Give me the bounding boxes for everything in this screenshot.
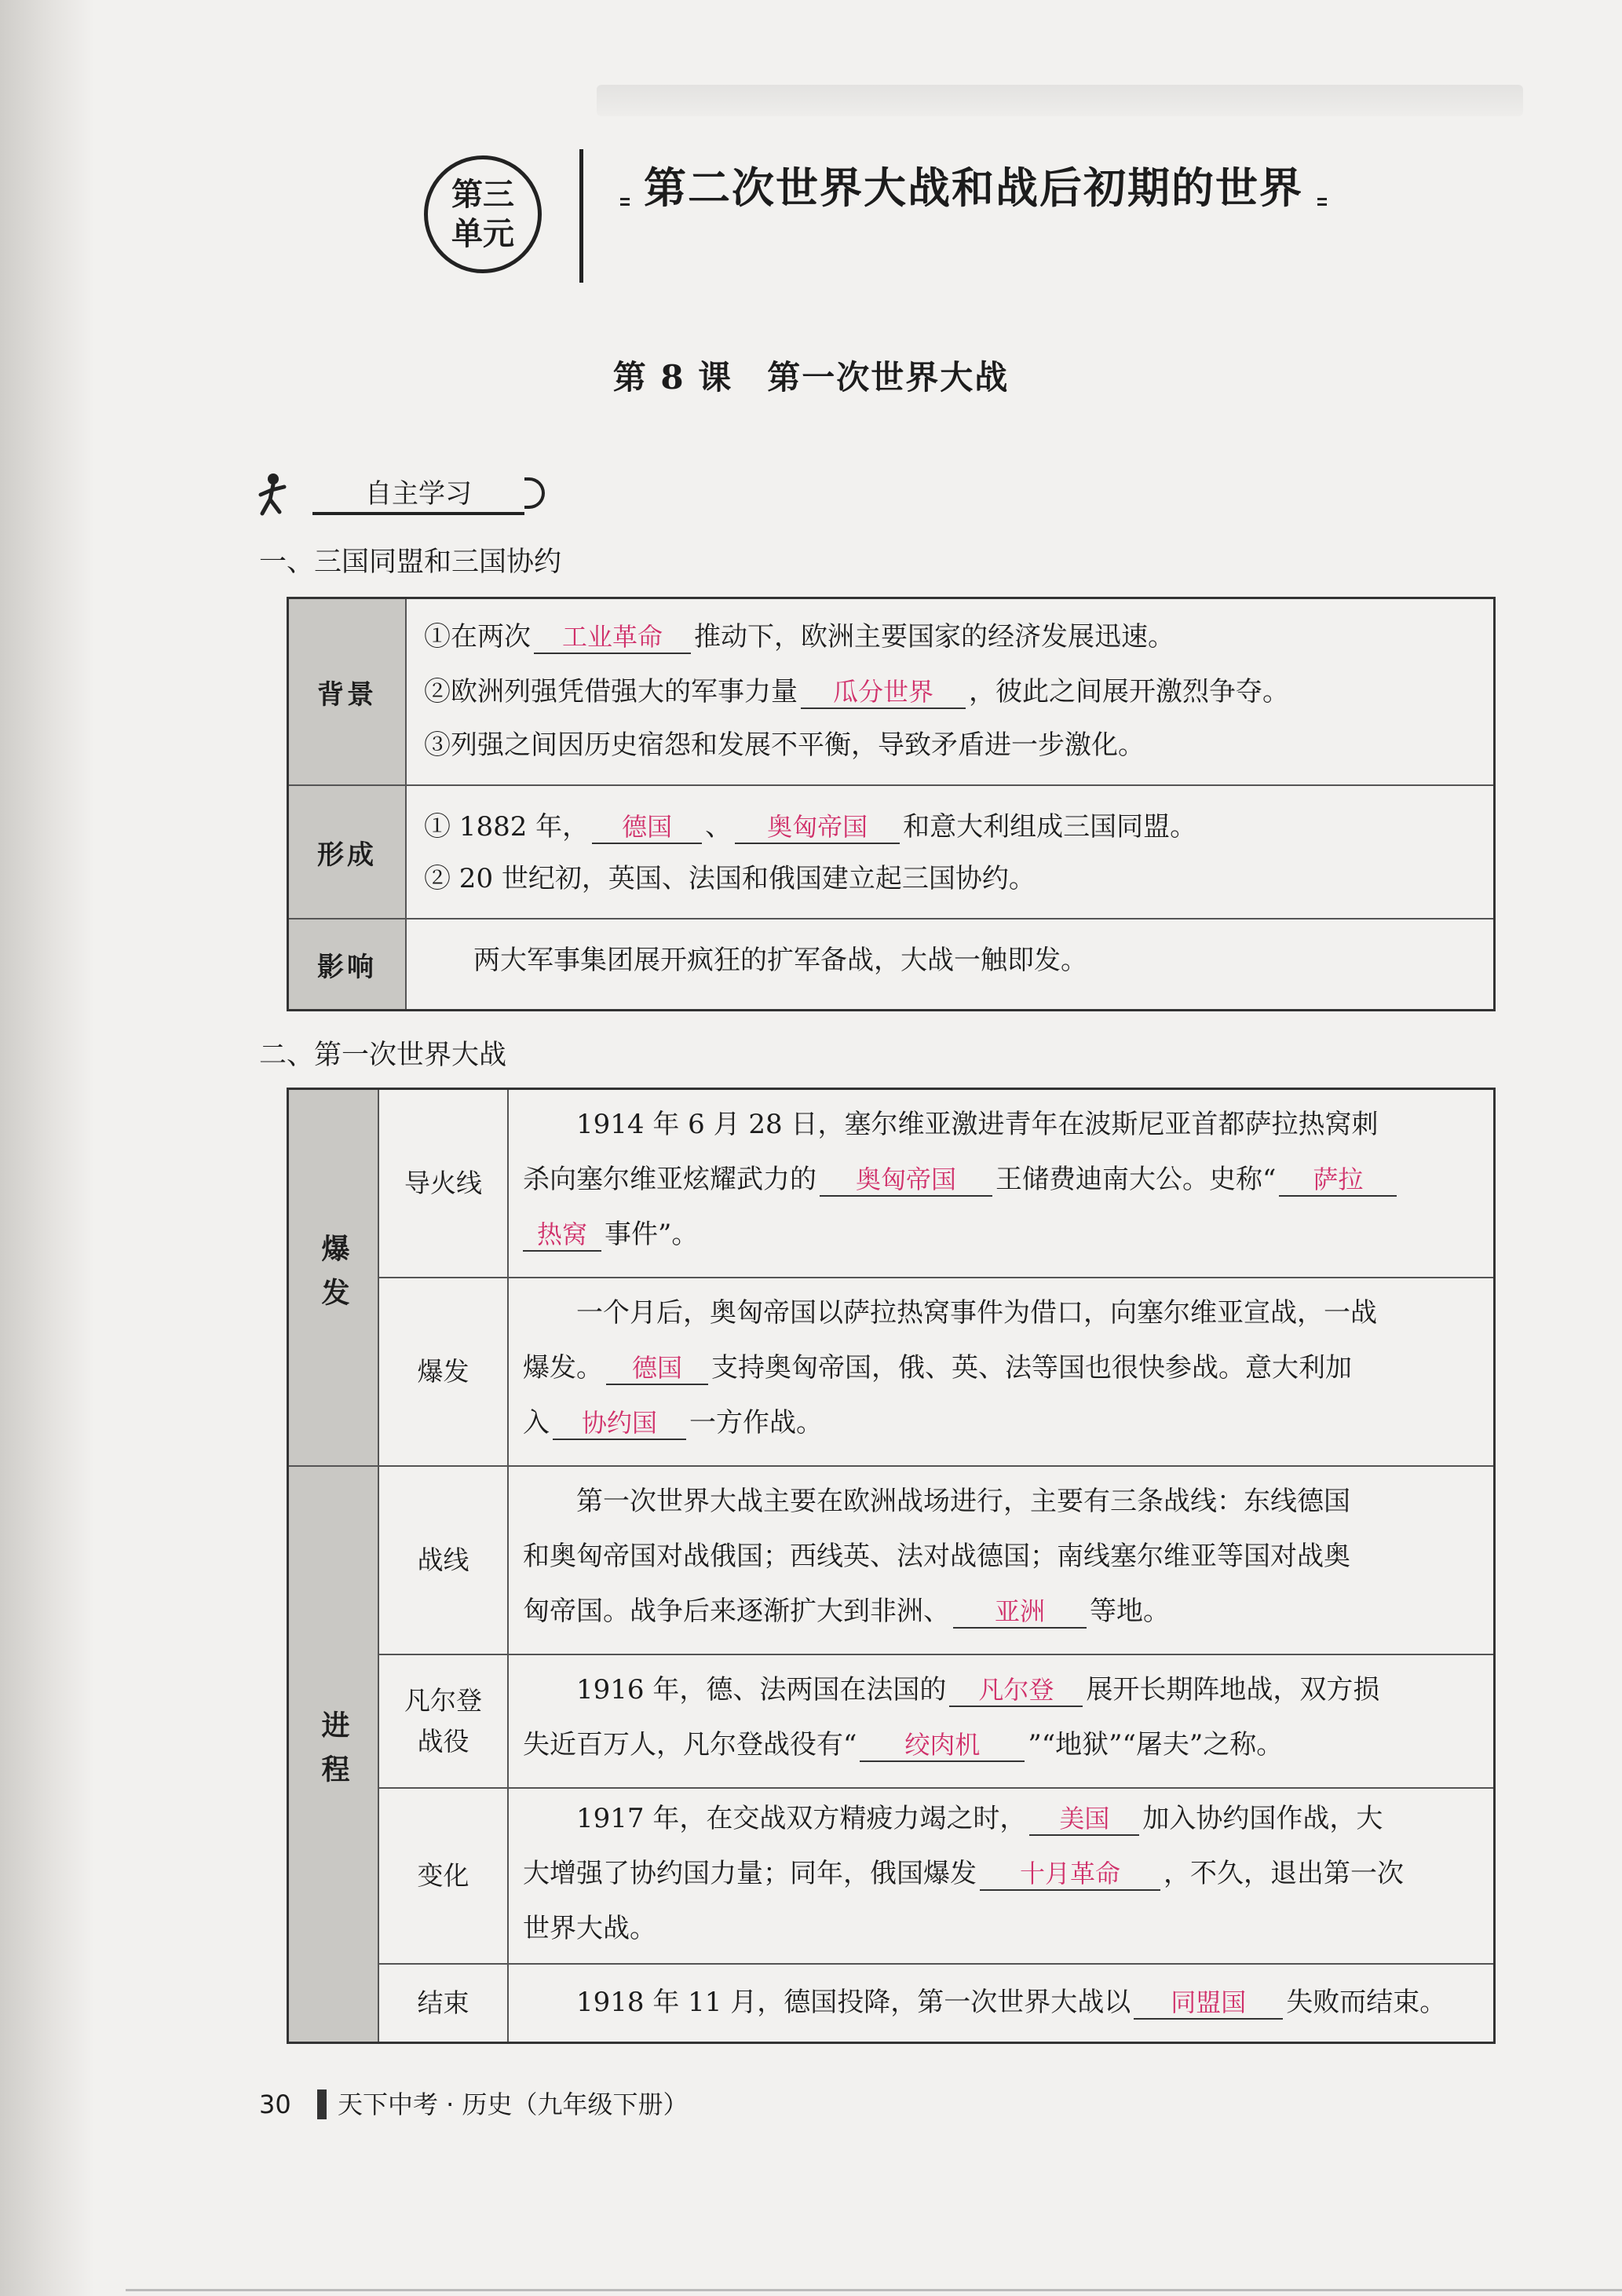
- unit-badge: [424, 155, 542, 273]
- footer-bar: [317, 2089, 327, 2119]
- row-content: [407, 599, 1493, 784]
- row-content: [509, 1655, 1493, 1789]
- alliance-table: [287, 597, 1496, 1011]
- text-line: 匈帝国。战争后来逐渐扩大到非洲、 亚洲 等地。: [523, 1596, 1170, 1627]
- text-line: 1918 年 11 月，德国投降，第一次世界大战以 同盟国 失败而结束。: [523, 1987, 1447, 2018]
- ww1-table: [287, 1088, 1496, 2044]
- table-row: [289, 919, 1493, 1009]
- text-line: 1916 年，德、法两国在法国的 凡尔登 展开长期阵地战，双方损: [523, 1674, 1380, 1706]
- text-line: ①在两次 工业革命 推动下，欧洲主要国家的经济发展迅速。: [424, 621, 1174, 653]
- text-line: 爆发。 德国 支持奥匈帝国，俄、英、法等国也很快参战。意大利加: [523, 1352, 1352, 1384]
- answer-blank: 瓜分世界: [801, 676, 966, 709]
- unit-badge-label: 第三 单元: [451, 177, 514, 252]
- text-line: 杀向塞尔维亚炫耀武力的 奥匈帝国 王储费迪南大公。史称“ 萨拉: [523, 1162, 1400, 1197]
- answer-blank: 美国: [1029, 1803, 1139, 1836]
- text-line: ② 20 世纪初，英国、法国和俄国建立起三国协约。: [424, 863, 1036, 894]
- answer-blank: 萨拉: [1279, 1164, 1397, 1197]
- text-line: 和奥匈帝国对战俄国；西线英、法对战德国；南线塞尔维亚等国对战奥: [523, 1541, 1350, 1572]
- unit-title: 第二次世界大战和战后初期的世界: [620, 161, 1327, 216]
- row-subheader: 导火线: [379, 1090, 509, 1278]
- answer-blank: 德国: [606, 1352, 708, 1385]
- text-line: 入 协约国 一方作战。: [523, 1407, 823, 1439]
- row-content: [509, 1965, 1493, 2042]
- row-subheader: 爆发: [379, 1278, 509, 1467]
- text-line: 世界大战。: [523, 1913, 656, 1944]
- text-line: ③列强之间因历史宿怨和发展不平衡，导致矛盾进一步激化。: [424, 729, 1145, 761]
- section-banner-label: 自主学习: [312, 476, 524, 515]
- text-line: 第一次世界大战主要在欧洲战场进行，主要有三条战线：东线德国: [523, 1486, 1350, 1517]
- answer-blank: 凡尔登: [949, 1674, 1083, 1707]
- answer-blank: 绞肉机: [860, 1729, 1025, 1762]
- answer-blank: 同盟国: [1134, 1987, 1283, 2020]
- text-line: 热窝 事件”。: [523, 1217, 698, 1252]
- group-header: 进程: [289, 1467, 379, 2042]
- answer-blank: 工业革命: [534, 621, 691, 654]
- bottom-rule: [126, 2289, 1622, 2291]
- row-header: 背景: [289, 599, 407, 784]
- part2-heading: 二、第一次世界大战: [259, 1040, 507, 1071]
- table-row: [289, 599, 1493, 786]
- runner-icon: [250, 471, 297, 518]
- row-subheader: 结束: [379, 1965, 509, 2042]
- print-bleed-through: [597, 85, 1523, 116]
- row-header: 影响: [289, 919, 407, 1009]
- row-header: 形成: [289, 786, 407, 918]
- group-header: 爆发: [289, 1090, 379, 1467]
- row-subheader: 变化: [379, 1789, 509, 1965]
- text-line: 1914 年 6 月 28 日，塞尔维亚激进青年在波斯尼亚首都萨拉热窝刺: [523, 1109, 1379, 1140]
- answer-blank: 德国: [592, 811, 702, 844]
- text-line: 1917 年，在交战双方精疲力竭之时， 美国 加入协约国作战，大: [523, 1803, 1383, 1834]
- book-title: 天下中考 · 历史（九年级下册）: [338, 2089, 689, 2119]
- row-content: [509, 1278, 1493, 1467]
- part1-heading: 一、三国同盟和三国协约: [259, 547, 562, 578]
- text-line: 大增强了协约国力量；同年，俄国爆发 十月革命 ，不久，退出第一次: [523, 1858, 1404, 1889]
- row-subheader: 战线: [379, 1467, 509, 1655]
- row-content: [509, 1467, 1493, 1655]
- row-content: [407, 786, 1493, 918]
- answer-blank: 热窝: [523, 1219, 601, 1252]
- row-content: [407, 919, 1493, 1009]
- answer-blank: 奥匈帝国: [735, 811, 900, 844]
- text-line: 两大军事集团展开疯狂的扩军备战，大战一触即发。: [473, 945, 1087, 976]
- unit-divider: [579, 149, 583, 283]
- page-number: 30: [259, 2089, 291, 2119]
- text-line: 失近百万人，凡尔登战役有“ 绞肉机 ”“地狱”“屠夫”之称。: [523, 1729, 1284, 1760]
- lesson-title: 第 8 课 第一次世界大战: [612, 358, 1010, 397]
- answer-blank: 十月革命: [980, 1858, 1160, 1891]
- row-content: [509, 1789, 1493, 1965]
- text-line: ① 1882 年， 德国 、 奥匈帝国 和意大利组成三国同盟。: [424, 811, 1197, 843]
- answer-blank: 协约国: [553, 1407, 686, 1440]
- page-spine-shadow: [0, 0, 94, 2296]
- answer-blank: 奥匈帝国: [820, 1164, 992, 1197]
- row-subheader: 凡尔登 战役: [379, 1655, 509, 1789]
- text-line: ②欧洲列强凭借强大的军事力量 瓜分世界 ，彼此之间展开激烈争夺。: [424, 676, 1289, 707]
- answer-blank: 亚洲: [953, 1596, 1087, 1629]
- row-content: [509, 1090, 1493, 1278]
- table-row: [289, 786, 1493, 919]
- section-banner: [250, 471, 548, 518]
- section-banner-tail: [524, 477, 545, 509]
- text-line: 一个月后，奥匈帝国以萨拉热窝事件为借口，向塞尔维亚宣战，一战: [523, 1297, 1377, 1329]
